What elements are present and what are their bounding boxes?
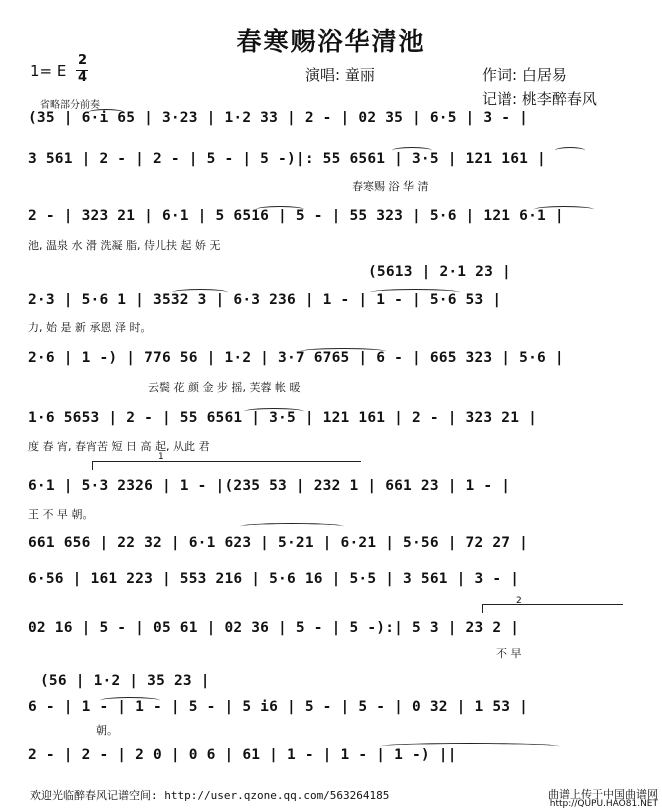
volta-bracket-1 [92, 461, 361, 470]
lyric-line-11: 朝。 [96, 724, 118, 737]
slur-mark [172, 289, 228, 296]
score-line-4: 2·3 | 5·6 1 | 3532 3 | 6·3 236 | 1 - | 1 - | 5·6 53 | [28, 292, 502, 308]
pickup-bracket-1: (5613 | 2·1 23 | [368, 264, 511, 280]
watermark-line-2: http://QUPU.HAO81.NET [549, 799, 658, 809]
lyric-line-10: 不 早 [496, 647, 522, 660]
score-line-11: 6 - | 1 - | 1 - | 5 - | 5 i6 | 5 - | 5 - | 0 32 | 1 53 | [28, 699, 529, 715]
slur-mark [370, 289, 460, 296]
score-line-5: 2·6 | 1 -) | 776 56 | 1·2 | 3·7 6765 | 6 - | 665 323 | 5·6 | [28, 350, 564, 366]
pickup-bracket-2: (56 | 1·2 | 35 23 | [40, 673, 210, 689]
slur-mark [100, 697, 160, 704]
volta-label-2: 2 [516, 596, 522, 606]
lyric-line-4: 力, 始 是 新 承恩 泽 时。 [28, 321, 152, 334]
score-line-2: 3 561 | 2 - | 2 - | 5 - | 5 -)|: 55 6561 | 3·5 | 121 161 | [28, 151, 546, 167]
lyric-line-3: 池, 温泉 水 滑 洗凝 脂, 侍儿扶 起 娇 无 [28, 239, 221, 252]
score-line-12: 2 - | 2 - | 2 0 | 0 6 | 61 | 1 - | 1 - | 1 -) || [28, 747, 457, 763]
transcriber-credit: 记谱: 桃李醉春风 [482, 90, 597, 108]
intro-note: 省略部分前奏 [40, 100, 100, 111]
score-line-1: (35 | 6·i 65 | 3·23 | 1·2 33 | 2 - | 02 35 | 6·5 | 3 - | [28, 110, 529, 126]
slur-mark [244, 408, 304, 415]
lyric-line-2: 春寒赐 浴 华 清 [352, 180, 429, 193]
score-line-7: 6·1 | 5·3 2326 | 1 - |(235 53 | 232 1 | 661 23 | 1 - | [28, 478, 511, 494]
singer-credit: 演唱: 童丽 [305, 66, 375, 84]
slur-mark [300, 348, 386, 355]
lyric-line-7: 王 不 早 朝。 [28, 508, 94, 521]
lyricist-credit: 作词: 白居易 [482, 66, 567, 84]
time-sig-bottom: 4 [78, 70, 88, 85]
slur-mark [88, 109, 124, 116]
lyric-line-6: 度 春 宵, 春宵苦 短 日 高 起, 从此 君 [28, 440, 210, 453]
score-line-10: 02 16 | 5 - | 05 61 | 02 36 | 5 - | 5 -):| 5 3 | 23 2 | [28, 620, 520, 636]
time-sig-top: 2 [78, 53, 88, 68]
slur-mark [240, 523, 344, 530]
footer-text: 欢迎光临醉春风记谱空间: http://user.qzone.qq.com/563264185 [30, 789, 390, 802]
volta-label-1: 1 [158, 452, 164, 462]
slur-mark [256, 206, 304, 213]
score-title: 春寒赐浴华清池 [236, 27, 426, 56]
score-line-9: 6·56 | 161 223 | 553 216 | 5·6 16 | 5·5 | 3 561 | 3 - | [28, 571, 520, 587]
watermark-line-1: 曲谱上传于中国曲谱网 [548, 788, 658, 801]
volta-bracket-2 [482, 604, 623, 613]
slur-mark [380, 743, 560, 750]
score-line-3: 2 - | 323 21 | 6·1 | 5 6516 | 5 - | 55 323 | 5·6 | 121 6·1 | [28, 208, 564, 224]
slur-mark [392, 147, 432, 154]
slur-mark [555, 147, 585, 154]
score-line-6: 1·6 5653 | 2 - | 55 6561 | 3·5 | 121 161 | 2 - | 323 21 | [28, 410, 537, 426]
key-signature: 1= E [30, 62, 67, 80]
lyric-line-5: 云鬓 花 颜 金 步 摇, 芙蓉 帐 暖 [148, 381, 301, 394]
slur-mark [534, 206, 594, 213]
score-line-8: 661 656 | 22 32 | 6·1 623 | 5·21 | 6·21 | 5·56 | 72 27 | [28, 535, 529, 551]
